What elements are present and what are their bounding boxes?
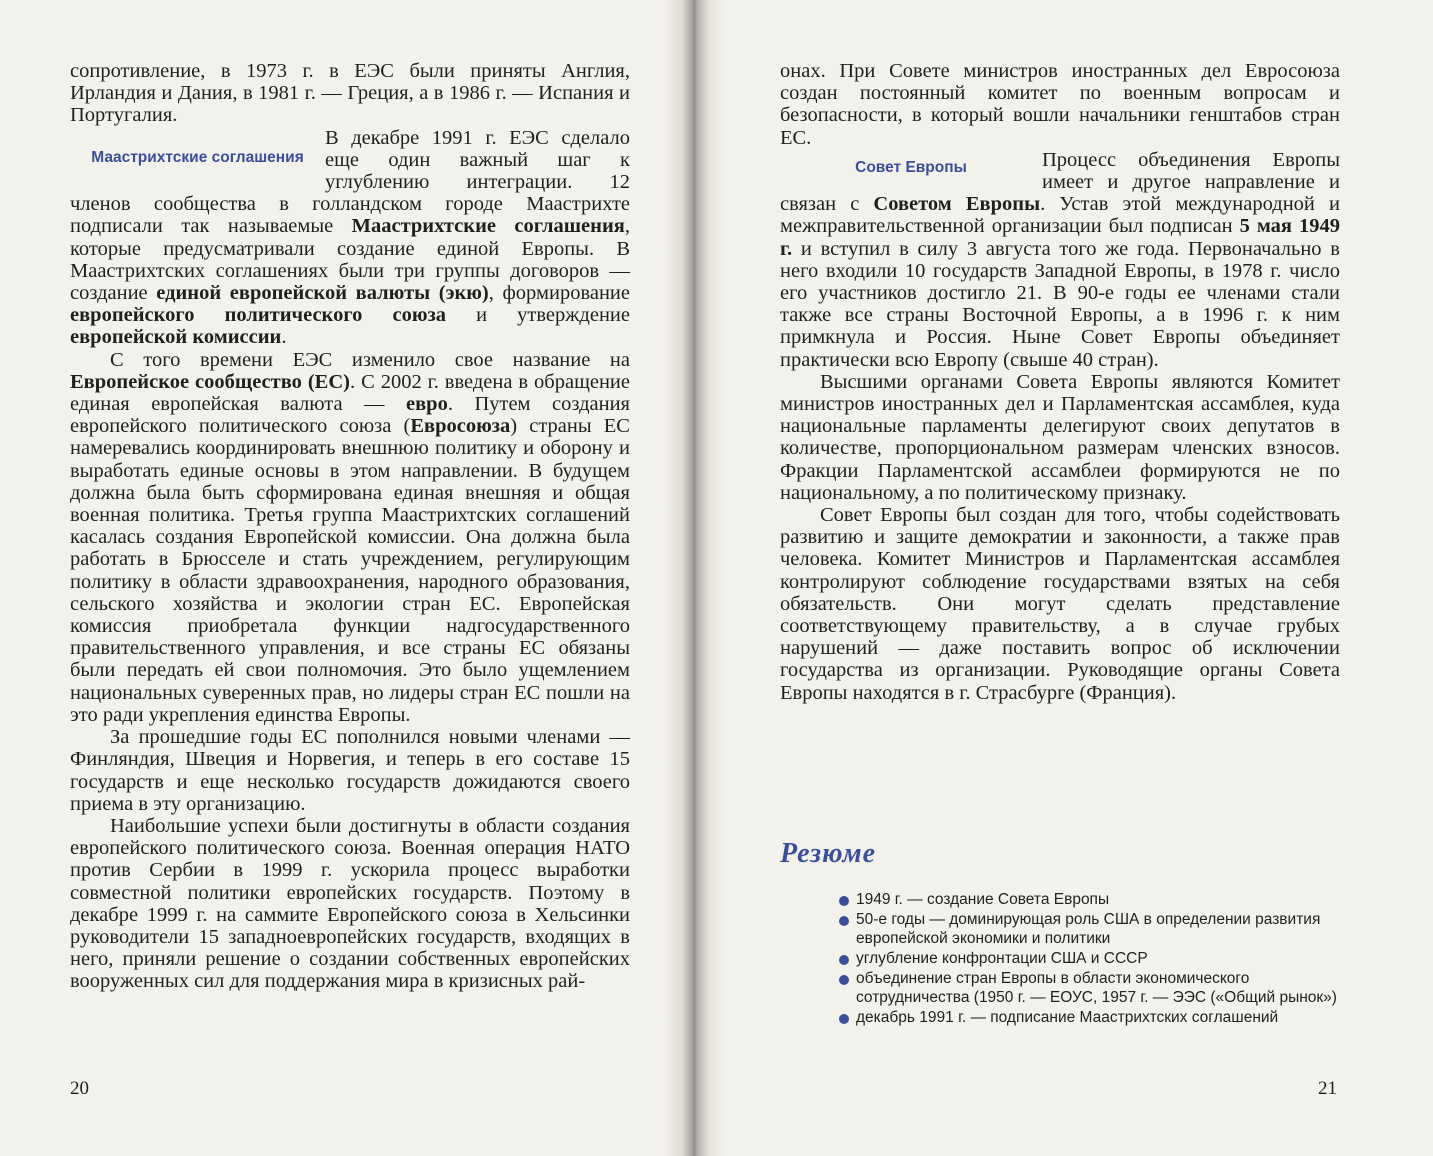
paragraph: Высшими органами Совета Европы являются Комитет министров иностранных дел и Парламентская ассамблея, куда национальные парламенты делегируют своих депутатов в количестве, пропорциональном размерам членских взносов. Фракции Парламентской ассамблеи формируются не по национальному, а по политическому признаку.	[780, 370, 1340, 504]
resume-list	[838, 890, 1343, 1028]
side-heading-maastricht: Маастрихтские соглашения	[91, 148, 304, 166]
resume-item: 1949 г. — создание Совета Европы	[838, 890, 1343, 909]
left-page	[0, 0, 700, 1156]
paragraph: сопротивление, в 1973 г. в ЕЭС были приняты Англия, Ирландия и Дания, в 1981 г. — Греция, а в 1986 г. — Испания и Португалия.	[70, 60, 630, 127]
bullet-icon	[839, 1014, 849, 1024]
resume-item: декабрь 1991 г. — подписание Маастрихтских соглашений	[838, 1008, 1343, 1027]
resume-item: 50-е годы — доминирующая роль США в определении развития европейской экономики и политики	[838, 910, 1343, 948]
paragraph: В декабре 1991 г. ЕЭС сделало еще один важный шаг к углублению интеграции. 12 членов сообщества в голландском городе Маастрихте подписали так называемые Маастрихтские соглашения, которые предусматривали создание единой Европы. В Маастрихтских соглашениях были три группы договоров — создание единой европейской валюты (экю), формирование европейского политического союза и утверждение европейской комиссии.	[70, 126, 630, 349]
resume-item: объединение стран Европы в области экономического сотрудничества (1950 г. — ЕОУС, 1957 г. — ЭЭС («Общий рынок»)	[838, 969, 1343, 1007]
paragraph: С того времени ЕЭС изменило свое название на Европейское сообщество (ЕС). С 2002 г. введена в обращение единая европейская валюта — евро. Путем создания европейского политического союза (Евросоюза) страны ЕС намеревались координировать внешнюю политику и оборону и выработать единые основы в этом направлении. В будущем должна была быть сформирована единая внешняя и общая военная политика. Третья группа Маастрихтских соглашений касалась создания Европейской комиссии. Она должна была работать в Брюсселе и стать учреждением, регулирующим политику в области здравоохранения, народного образования, сельского хозяйства и экологии стран ЕС. Европейская комиссия приобретала функции надгосударственного правительственного управления, и все страны ЕС обязаны были передать ей свои полномочия. Это было ущемлением национальных суверенных прав, но лидеры стран ЕС пошли на это ради укрепления единства Европы.	[70, 348, 631, 726]
paragraph: Процесс объединения Европы имеет и другое направление и связан с Советом Европы. Устав этой международной и межправительственной организации был подписан 5 мая 1949 г. и вступил в силу 3 августа того же года. Первоначально в него входили 10 государств Западной Европы, в 1978 г. число его участников достигло 21. В 90-е годы ее членами стали также все страны Восточной Европы, а в 1996 г. к ним примкнула и Россия. Ныне Совет Европы объединяет практически всю Европу (свыше 40 стран).	[780, 148, 1340, 371]
page-number: 21	[1318, 1078, 1337, 1099]
bullet-icon	[839, 916, 849, 926]
paragraph: Наибольшие успехи были достигнуты в области создания европейского политического союза. Военная операция НАТО против Сербии в 1999 г. ускорила процесс выработки совместной политики европейских государств. Поэтому в декабре 1999 г. на саммите Европейского союза в Хельсинки руководители 15 западноевропейских государств, входящих в него, приняли решение о создании собственных европейских вооруженных сил для поддержания мира в кризисных рай-	[70, 814, 630, 993]
paragraph: онах. При Совете министров иностранных дел Евросоюза создан постоянный комитет по военным вопросам и безопасности, в который вошли начальники генштабов стран ЕС.	[780, 60, 1340, 149]
paragraph: Совет Европы был создан для того, чтобы содействовать развитию и защите демократии и законности, а также прав человека. Комитет Министров и Парламентская ассамблея контролируют соблюдение государствами взятых на себя обязательств. Они могут сделать представление соответствующему правительству, а в случае грубых нарушений — даже поставить вопрос об исключении государства из организации. Руководящие органы Совета Европы находятся в г. Страсбурге (Франция).	[780, 504, 1340, 704]
paragraph: За прошедшие годы ЕС пополнился новыми членами — Финляндия, Швеция и Норвегия, и теперь в его составе 15 государств и еще несколько государств дожидаются своего приема в эту организацию.	[70, 726, 630, 815]
side-heading-council-of-europe: Совет Европы	[855, 158, 967, 176]
page-number: 20	[70, 1078, 89, 1099]
bullet-icon	[839, 896, 849, 906]
left-text-column	[70, 60, 630, 993]
resume-heading: Резюме	[780, 838, 877, 869]
bullet-icon	[839, 975, 849, 985]
resume-item: углубление конфронтации США и СССР	[838, 949, 1343, 968]
right-text-column	[780, 60, 1340, 704]
bullet-icon	[839, 955, 849, 965]
